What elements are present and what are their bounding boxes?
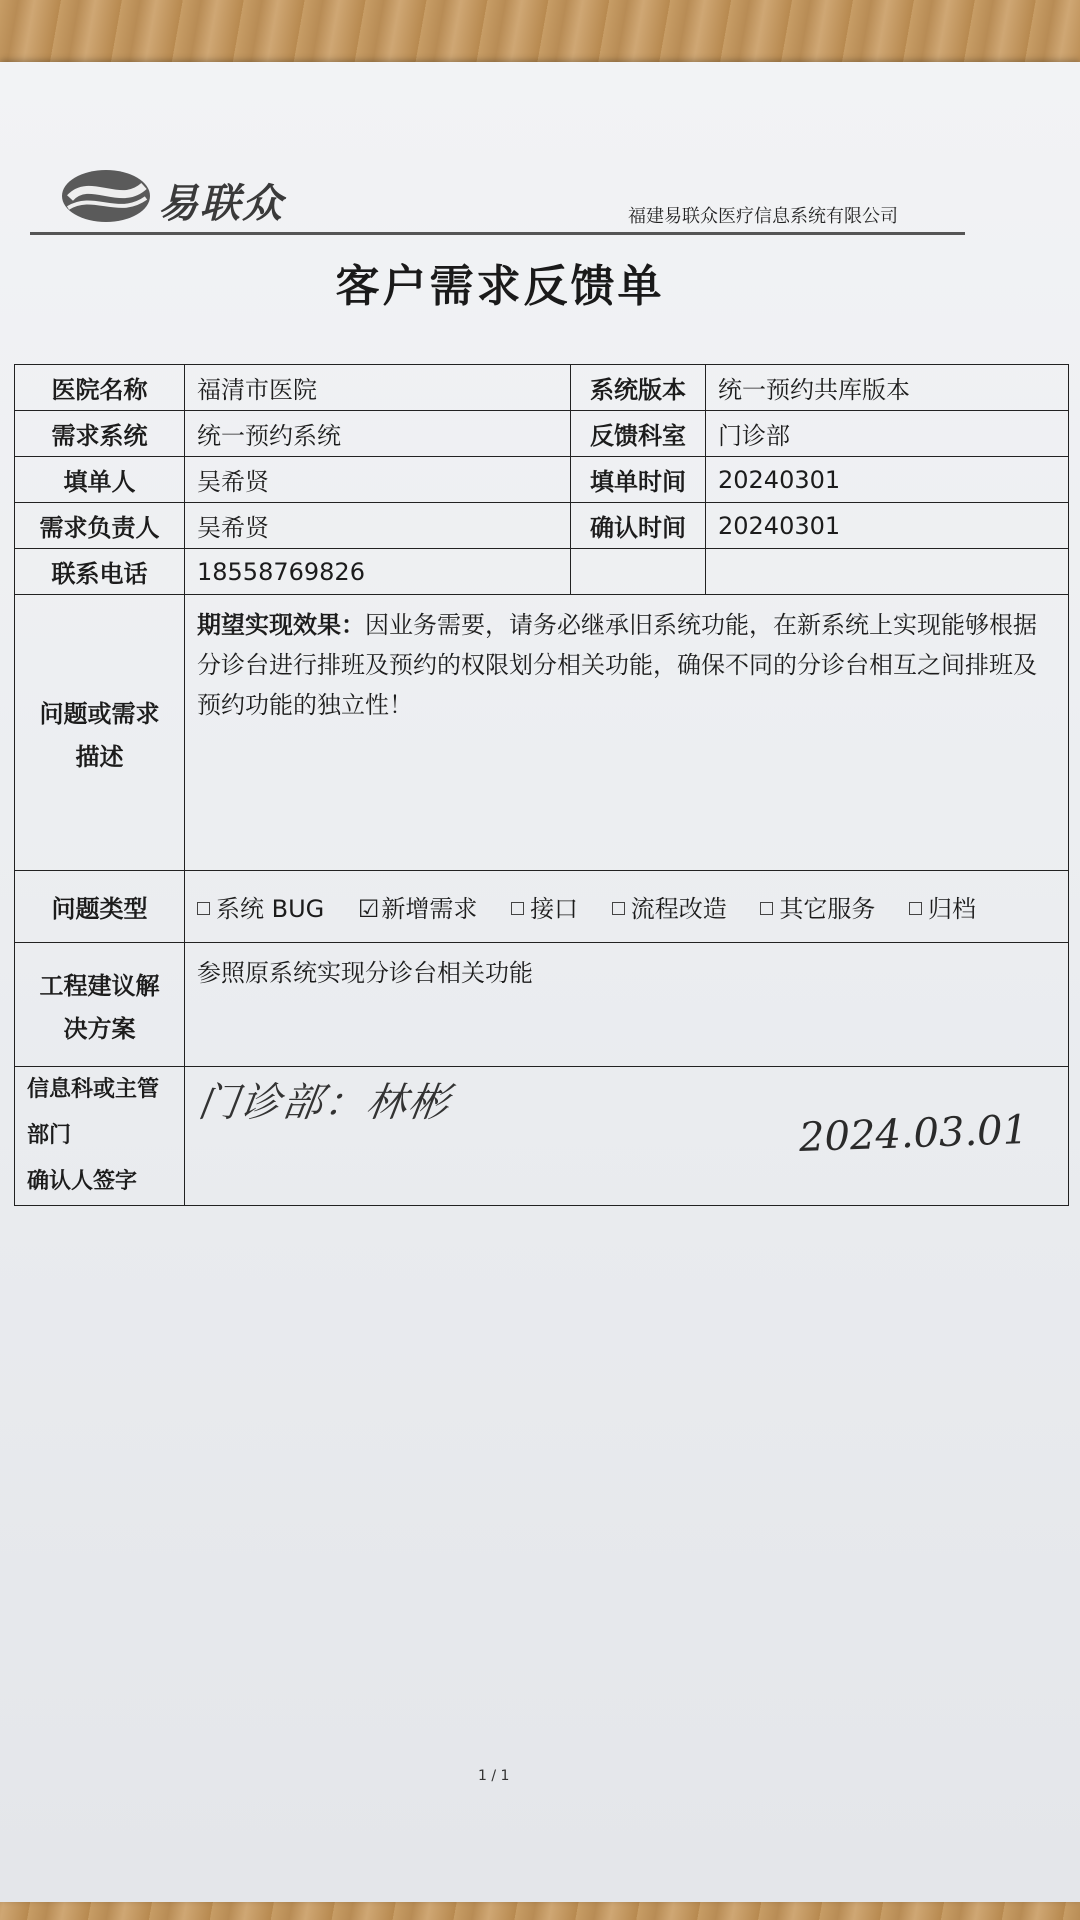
row-filler: [15, 457, 1069, 503]
type-option-other[interactable]: 其它服务: [760, 889, 875, 924]
row-signature: [15, 1067, 1069, 1206]
document-title: 客户需求反馈单: [335, 261, 665, 312]
signature-label-line1: 信息科或主管部门: [27, 1077, 160, 1148]
dept-value: 门诊部: [706, 411, 1069, 457]
type-options: [185, 871, 1069, 943]
type-option-bug[interactable]: 系统 BUG: [197, 889, 324, 924]
signature-label-line2: 确认人签字: [27, 1169, 138, 1194]
handwritten-signature: 门诊部：林彬: [195, 1080, 454, 1126]
version-value: 统一预约共库版本: [706, 365, 1069, 411]
filler-label: 填单人: [15, 457, 185, 503]
row-solution: [15, 943, 1069, 1067]
row-hospital: [15, 365, 1069, 411]
confirm-time-value: 20240301: [706, 503, 1069, 549]
company-name: 福建易联众医疗信息系统有限公司: [628, 206, 898, 227]
checkbox-empty-icon: [612, 902, 625, 915]
fill-time-value: 20240301: [706, 457, 1069, 503]
description-value: [185, 595, 1069, 871]
phone-value: 18558769826: [185, 549, 571, 595]
checkbox-empty-icon: [760, 902, 773, 915]
empty-cell: [571, 549, 706, 595]
filler-value: 吴希贤: [185, 457, 571, 503]
header-divider: [30, 232, 965, 235]
logo-text: 易联众: [158, 181, 284, 227]
phone-label: 联系电话: [15, 549, 185, 595]
version-label: 系统版本: [571, 365, 706, 411]
solution-label-line1: 工程建议解: [39, 971, 160, 1000]
dept-label: 反馈科室: [571, 411, 706, 457]
solution-label: [15, 943, 185, 1067]
empty-cell: [706, 549, 1069, 595]
solution-label-line2: 决方案: [63, 1014, 136, 1043]
type-label: 问题类型: [15, 871, 185, 943]
description-label-line1: 问题或需求: [39, 699, 160, 728]
owner-label: 需求负责人: [15, 503, 185, 549]
description-label: [15, 595, 185, 871]
description-text: 因业务需要，请务必继承旧系统功能，在新系统上实现能够根据分诊台进行排班及预约的权限划分相关功能，确保不同的分诊台相互之间排班及预约功能的独立性！: [197, 611, 1037, 719]
fill-time-label: 填单时间: [571, 457, 706, 503]
checkbox-empty-icon: [197, 902, 210, 915]
row-owner: [15, 503, 1069, 549]
checkbox-empty-icon: [909, 902, 922, 915]
signature-label: [15, 1067, 185, 1206]
checkmark-icon: ☑: [357, 895, 380, 923]
checkbox-empty-icon: [511, 902, 524, 915]
type-option-archive[interactable]: 归档: [909, 889, 976, 924]
page-number: 1 / 1: [478, 1768, 510, 1784]
type-option-process[interactable]: 流程改造: [612, 889, 727, 924]
row-phone: [15, 549, 1069, 595]
row-type: [15, 871, 1069, 943]
description-prefix: 期望实现效果：: [197, 611, 365, 639]
system-label: 需求系统: [15, 411, 185, 457]
confirm-time-label: 确认时间: [571, 503, 706, 549]
hospital-value: 福清市医院: [185, 365, 571, 411]
solution-value: 参照原系统实现分诊台相关功能: [185, 943, 1069, 1067]
system-value: 统一预约系统: [185, 411, 571, 457]
handwritten-date: 2024.03.01: [798, 1107, 1029, 1161]
company-logo: [60, 168, 360, 228]
logo-swoosh-icon: [60, 168, 152, 224]
type-option-new[interactable]: ☑新增需求: [357, 895, 478, 923]
row-system: [15, 411, 1069, 457]
feedback-form-table: [14, 364, 1069, 1206]
signature-area: [185, 1067, 1069, 1206]
row-description: [15, 595, 1069, 871]
description-label-line2: 描述: [75, 742, 124, 771]
type-option-interface[interactable]: 接口: [511, 889, 578, 924]
owner-value: 吴希贤: [185, 503, 571, 549]
hospital-label: 医院名称: [15, 365, 185, 411]
